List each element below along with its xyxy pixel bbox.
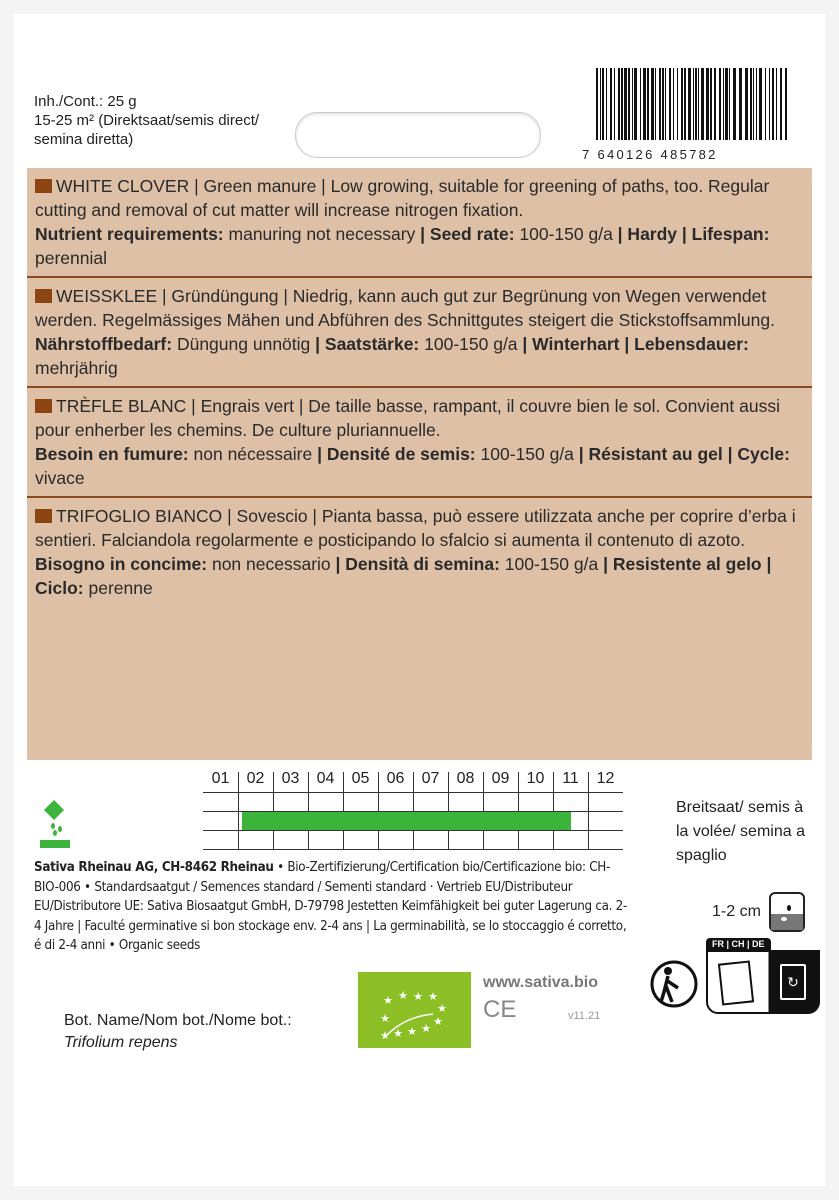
fact-label: | Densité de semis: — [317, 444, 476, 464]
website-link[interactable]: www.sativa.bio — [483, 974, 598, 991]
triman-icon — [648, 958, 700, 1010]
section-marker — [35, 509, 52, 523]
barcode-bar — [662, 68, 664, 140]
section-title: TRÈFLE BLANC — [56, 396, 187, 416]
section-text: | Green manure | Low growing, suitable for greening of paths, too. Regular cutting and removal of cut matter will increase nitrogen fixation. — [35, 176, 770, 220]
barcode-bar — [756, 68, 757, 140]
fact-value: Düngung unnötig — [172, 334, 316, 354]
svg-text:★: ★ — [421, 1023, 431, 1035]
barcode-bar — [677, 68, 678, 140]
month-label: 11 — [562, 770, 579, 787]
month-label: 10 — [526, 770, 545, 787]
sowing-period-bar — [242, 812, 571, 830]
barcode-bar — [688, 68, 691, 140]
certification-text: • Bio-Zertifizierung/Certification bio/Certificazione bio: CH-BIO-006 • Standardsaatgut / Semences standard / Sementi standard · Vertrieb EU/Distributeur EU/Distributore UE: Sativa Biosaatgut GmbH, D-79798 Jestetten Keimfähigkeit bei guter Lagerung ca. 2-4 Jahre | Faculté germinative si bon stockage env. 2-4 ans | La germinabilità, se lo stoccaggio é corretto, é di 2-4 anni • Organic seeds — [34, 860, 627, 953]
barcode-bar — [693, 68, 694, 140]
section-3 — [27, 498, 812, 606]
section-marker — [35, 179, 52, 193]
eu-organic-logo — [358, 972, 471, 1048]
grid-col-line — [448, 772, 449, 849]
contents-info — [34, 92, 259, 149]
fact-value: perenne — [83, 578, 153, 598]
grid-col-line — [553, 772, 554, 849]
fact-value: mehrjährig — [35, 358, 118, 378]
barcode-bar — [701, 68, 704, 140]
barcode-number: 7 640126 485782 — [582, 147, 718, 162]
barcode-bar — [753, 68, 754, 140]
fact-value: non nécessaire — [188, 444, 318, 464]
barcode-bar — [780, 68, 782, 140]
barcode-bar — [725, 68, 728, 140]
section-marker — [35, 289, 52, 303]
company-name: Sativa Rheinau AG, CH-8462 Rheinau — [34, 860, 274, 875]
month-label: 12 — [596, 770, 615, 787]
barcode-bar — [785, 68, 787, 140]
grid-col-line — [238, 772, 239, 849]
fact-label: Nutrient requirements: — [35, 224, 224, 244]
barcode-bar — [723, 68, 724, 140]
svg-text:★: ★ — [380, 1030, 390, 1042]
barcode-bar — [606, 68, 607, 140]
broadcast-sowing-icon — [40, 800, 76, 855]
barcode-bar — [634, 68, 637, 140]
barcode-bar — [624, 68, 627, 140]
fact-label: | Resistente al gelo | Ciclo: — [35, 554, 772, 598]
barcode-bar — [610, 68, 612, 140]
grid-row-line — [203, 849, 623, 850]
barcode-bar — [600, 68, 601, 140]
section-1 — [27, 278, 812, 388]
fact-value: manuring not necessary — [223, 224, 421, 244]
recycling-bin-icon: ↻ — [780, 964, 806, 1000]
botanical-label: Bot. Name/Nom bot./Nome bot.: — [64, 1012, 292, 1029]
section-2 — [27, 388, 812, 498]
barcode-bar — [651, 68, 654, 140]
section-text: | Engrais vert | De taille basse, rampant, il couvre bien le sol. Convient aussi pour enherber les chemins. De culture pluriannuelle. — [35, 396, 780, 440]
grid-col-line — [518, 772, 519, 849]
barcode-bar — [772, 68, 774, 140]
ce-mark: CE — [483, 996, 517, 1023]
barcode-bar — [719, 68, 721, 140]
barcode-bar — [602, 68, 604, 140]
month-label: 05 — [351, 770, 370, 787]
barcode-bar — [614, 68, 615, 140]
svg-text:★: ★ — [407, 1026, 417, 1038]
month-label: 01 — [211, 770, 230, 787]
svg-text:★: ★ — [398, 990, 408, 1002]
botanical-name — [64, 1010, 292, 1054]
barcode-bar — [640, 68, 641, 140]
section-text: | Sovescio | Pianta bassa, può essere utilizzata anche per coprire d’erba i sentieri. Falciandola regolarmente e posticipando lo sfalcio si aumenta il contenuto di azoto. — [35, 506, 796, 550]
barcode-bar — [596, 68, 598, 140]
fact-value: 100-150 g/a — [499, 554, 604, 574]
hanger-cutout — [295, 112, 541, 158]
barcode-bar — [621, 68, 623, 140]
barcode-bars — [582, 68, 792, 140]
sowing-depth — [712, 892, 805, 932]
fact-label: | Seed rate: — [420, 224, 515, 244]
svg-text:★: ★ — [433, 1016, 443, 1028]
barcode-bar — [769, 68, 770, 140]
barcode-bar — [739, 68, 742, 140]
barcode-bar — [714, 68, 716, 140]
barcode-bar — [647, 68, 649, 140]
section-title: WHITE CLOVER — [56, 176, 190, 196]
grid-col-line — [588, 772, 589, 849]
month-label: 09 — [491, 770, 510, 787]
barcode-bar — [706, 68, 709, 140]
barcode-bar — [628, 68, 630, 140]
svg-text:★: ★ — [393, 1028, 403, 1040]
svg-text:★: ★ — [380, 1013, 390, 1025]
barcode-bar — [750, 68, 752, 140]
fact-label: | Hardy | Lifespan: — [617, 224, 770, 244]
barcode-bar — [655, 68, 656, 140]
section-title: WEISSKLEE — [56, 286, 158, 306]
month-label: 02 — [246, 770, 265, 787]
month-label: 06 — [386, 770, 405, 787]
fact-label: Bisogno in concime: — [35, 554, 208, 574]
barcode-bar — [669, 68, 671, 140]
recycling-info — [648, 939, 820, 1014]
svg-text:★: ★ — [413, 991, 423, 1003]
content-weight: Inh./Cont.: 25 g — [34, 93, 137, 110]
barcode-bar — [618, 68, 620, 140]
barcode-bar — [643, 68, 646, 140]
svg-text:★: ★ — [383, 995, 393, 1007]
barcode-bar — [729, 68, 730, 140]
barcode-bar — [695, 68, 697, 140]
barcode-bar — [698, 68, 699, 140]
fact-label: Nährstoffbedarf: — [35, 334, 173, 354]
grid-col-line — [483, 772, 484, 849]
barcode-bar — [710, 68, 712, 140]
grid-col-line — [273, 772, 274, 849]
barcode-bar — [745, 68, 748, 140]
month-label: 03 — [281, 770, 300, 787]
barcode-bar — [733, 68, 736, 140]
fact-label: | Résistant au gel | Cycle: — [578, 444, 790, 464]
seed-depth-icon — [769, 892, 805, 932]
company-info — [34, 858, 634, 956]
sorting-label — [706, 939, 820, 1014]
description-panel — [27, 168, 812, 760]
fact-value: 100-150 g/a — [514, 224, 618, 244]
sowing-method: Breitsaat/ semis à la volée/ semina a spaglio — [676, 799, 805, 864]
fact-label: | Saatstärke: — [315, 334, 420, 354]
barcode-bar — [632, 68, 633, 140]
fact-label: | Densità di semina: — [335, 554, 500, 574]
barcode-bar — [681, 68, 683, 140]
depth-label: 1-2 cm — [712, 903, 761, 920]
barcode-bar — [659, 68, 661, 140]
section-0 — [27, 168, 812, 278]
fact-label: | Winterhart | Lebensdauer: — [522, 334, 749, 354]
month-label: 08 — [456, 770, 475, 787]
content-area-cont: semina diretta) — [34, 131, 134, 148]
barcode-bar — [665, 68, 666, 140]
barcode — [582, 68, 792, 162]
latin-name: Trifolium repens — [64, 1034, 178, 1051]
svg-text:★: ★ — [428, 991, 438, 1003]
fact-value: 100-150 g/a — [419, 334, 523, 354]
section-title: TRIFOGLIO BIANCO — [56, 506, 223, 526]
barcode-bar — [776, 68, 777, 140]
barcode-bar — [765, 68, 766, 140]
version-label: v11.21 — [568, 1010, 601, 1022]
section-text: | Gründüngung | Niedrig, kann auch gut zur Begrünung von Wegen verwendet werden. Regelmässiges Mähen und Abführen des Schnittgutes steigert die Stickstoffsammlung. — [35, 286, 775, 330]
month-label: 07 — [421, 770, 440, 787]
fact-value: perennial — [35, 248, 107, 268]
fact-value: non necessario — [207, 554, 336, 574]
month-label: 04 — [316, 770, 335, 787]
fact-value: vivace — [35, 468, 85, 488]
barcode-bar — [673, 68, 674, 140]
barcode-bar — [759, 68, 762, 140]
fact-label: Besoin en fumure: — [35, 444, 189, 464]
recycle-countries: FR | CH | DE — [706, 938, 771, 950]
fact-value: 100-150 g/a — [475, 444, 579, 464]
barcode-bar — [684, 68, 686, 140]
content-area: 15-25 m² (Direktsaat/semis direct/ — [34, 112, 260, 129]
packet-icon — [718, 960, 754, 1005]
grid-col-line — [343, 772, 344, 849]
grid-col-line — [308, 772, 309, 849]
grid-col-line — [413, 772, 414, 849]
section-marker — [35, 399, 52, 413]
svg-text:★: ★ — [437, 1003, 447, 1015]
grid-col-line — [378, 772, 379, 849]
